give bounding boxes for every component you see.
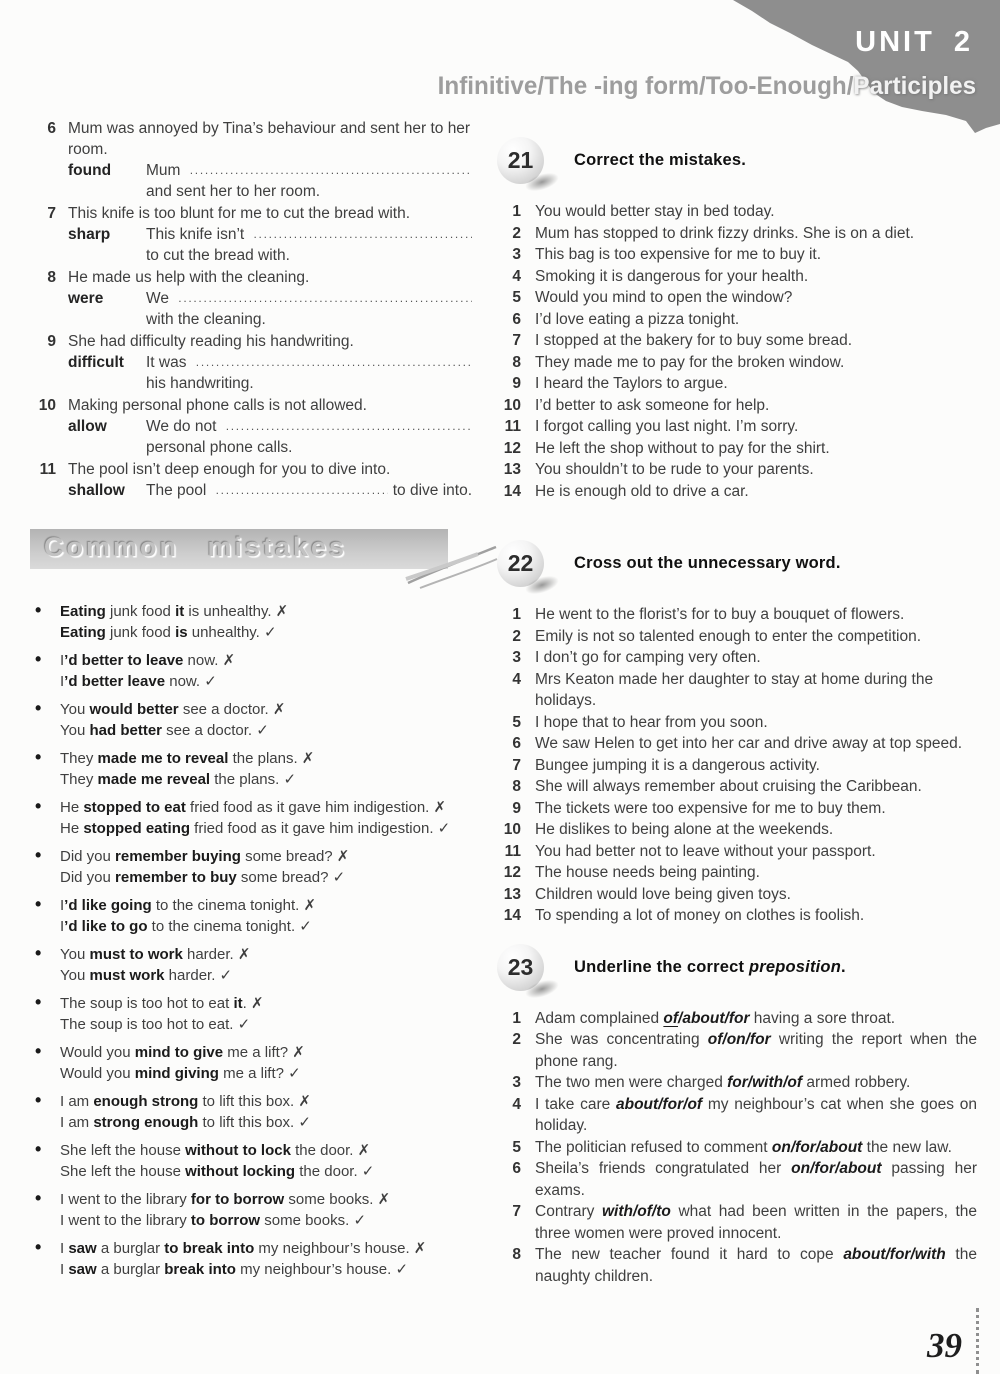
torn-paper-shape bbox=[733, 0, 1000, 133]
item-number: 12 bbox=[503, 439, 521, 457]
page-title-on-banner: Participles bbox=[853, 72, 976, 100]
emphasis-text: with/of/to bbox=[602, 1203, 671, 1220]
wrong-sentence: • They made me to reveal the plans. ✗ bbox=[60, 750, 315, 767]
item-number: 4 bbox=[512, 267, 521, 285]
exercise-item bbox=[497, 330, 977, 352]
dotted-divider bbox=[976, 1308, 979, 1374]
exercise-item bbox=[497, 1072, 977, 1094]
exercise-section-21 bbox=[497, 137, 977, 502]
item-number: 5 bbox=[512, 289, 521, 306]
correct-sentence: He stopped eating fried food as it gave him indigestion. ✓ bbox=[60, 819, 451, 837]
exercise-number-badge bbox=[497, 540, 544, 587]
emphasis-text: mind giving bbox=[134, 1064, 219, 1082]
exercise-item bbox=[497, 647, 977, 669]
exercise-item bbox=[497, 1201, 977, 1244]
wrong-sentence: • She left the house without to lock the door. ✗ bbox=[60, 1142, 371, 1159]
exercise-section-22 bbox=[497, 540, 977, 927]
transformation-item bbox=[30, 203, 472, 266]
item-text: The tickets were too expensive for me to buy them. bbox=[535, 799, 886, 817]
wrong-sentence: • I saw a burglar to break into my neighbour’s house. ✗ bbox=[60, 1240, 427, 1257]
item-number: 10 bbox=[38, 397, 56, 414]
correct-sentence: Would you mind giving me a lift? ✓ bbox=[60, 1064, 301, 1082]
emphasis-text: to borrow bbox=[190, 1211, 261, 1229]
exercise-header bbox=[497, 137, 977, 184]
item-number: 9 bbox=[512, 799, 521, 817]
item-text: She was concentrating of/on/for writing the report when the phone rang. bbox=[535, 1031, 978, 1070]
keyword: found bbox=[68, 162, 112, 179]
answer-stem: The pool bbox=[146, 482, 211, 499]
correct-sentence: I’d better leave now. ✓ bbox=[60, 672, 217, 690]
exercise-item bbox=[497, 1244, 977, 1287]
transformation-item bbox=[30, 267, 472, 330]
exercise-title: Correct the mistakes. bbox=[574, 151, 747, 169]
wrong-sentence: • He stopped to eat fried food as it gave him indigestion. ✗ bbox=[60, 799, 447, 816]
dotted-answer-line bbox=[185, 160, 472, 181]
item-number: 8 bbox=[512, 353, 521, 371]
emphasis-text: /about/for bbox=[678, 1009, 750, 1027]
correct-sentence: I’d like to go to the cinema tonight. ✓ bbox=[60, 917, 312, 935]
answer-tail: with the cleaning. bbox=[146, 311, 266, 328]
keyword: shallow bbox=[68, 482, 125, 499]
exercise-item bbox=[497, 373, 977, 395]
emphasis-text: Eating bbox=[60, 603, 106, 620]
exercise-header bbox=[497, 540, 977, 587]
exercise-section-23 bbox=[497, 944, 977, 1288]
item-number: 14 bbox=[503, 482, 521, 500]
item-number: 8 bbox=[512, 1246, 521, 1263]
item-text: I’d love eating a pizza tonight. bbox=[535, 310, 740, 328]
exercise-item bbox=[497, 244, 977, 266]
item-text: You would better stay in bed today. bbox=[535, 203, 775, 220]
item-number: 11 bbox=[504, 842, 521, 860]
exercise-item bbox=[497, 819, 977, 841]
emphasis-text: without to lock bbox=[185, 1142, 291, 1159]
item-text: Would you mind to open the window? bbox=[535, 289, 793, 306]
item-number: 3 bbox=[512, 1074, 521, 1091]
page-title-main: Infinitive/The -ing form/Too-Enough/ bbox=[437, 72, 854, 100]
common-mistakes-banner bbox=[30, 529, 448, 569]
exercise-item bbox=[497, 905, 977, 927]
exercise-item bbox=[497, 481, 977, 503]
item-number: 5 bbox=[512, 713, 521, 731]
mistake-pair bbox=[30, 945, 472, 986]
exercise-number-badge bbox=[497, 944, 544, 991]
exercise-item bbox=[497, 733, 977, 755]
keyword-row bbox=[68, 288, 472, 309]
emphasis-text: saw bbox=[68, 1240, 97, 1257]
source-sentence: She had difficulty reading his handwriting. bbox=[68, 333, 354, 350]
keyword-row bbox=[68, 160, 472, 181]
item-text: I heard the Taylors to argue. bbox=[535, 375, 728, 392]
emphasis-text: to break into bbox=[164, 1240, 255, 1257]
item-number: 13 bbox=[503, 885, 521, 903]
exercise-number-badge bbox=[497, 137, 544, 184]
emphasis-text: about/for/of bbox=[616, 1095, 703, 1113]
wrong-sentence: • I’d like going to the cinema tonight. ✗ bbox=[60, 897, 317, 914]
item-number: 10 bbox=[503, 396, 521, 414]
keyword-row bbox=[68, 480, 472, 501]
emphasis-text: on/for/about bbox=[771, 1138, 863, 1156]
exercise-item bbox=[497, 438, 977, 460]
exercise-item-list bbox=[497, 201, 977, 502]
emphasis-text: preposition bbox=[748, 957, 841, 976]
transformation-list bbox=[30, 118, 472, 501]
wrong-sentence: • The soup is too hot to eat it. ✗ bbox=[60, 995, 264, 1012]
exercise-number: 21 bbox=[507, 147, 534, 173]
item-text: He dislikes to being alone at the weekends. bbox=[535, 821, 834, 838]
item-text: Contrary with/of/to what had been written in the papers, the three women were proved innocent. bbox=[535, 1203, 977, 1242]
source-sentence: Making personal phone calls is not allowed. bbox=[68, 397, 367, 414]
mistake-pair bbox=[30, 700, 472, 741]
correct-sentence: You had better see a doctor. ✓ bbox=[60, 721, 269, 739]
mistake-pair bbox=[30, 749, 472, 790]
exercise-item bbox=[497, 862, 977, 884]
mistake-pair bbox=[30, 1190, 472, 1231]
exercise-item bbox=[497, 395, 977, 417]
exercise-number: 23 bbox=[507, 953, 534, 980]
emphasis-text: remember to buy bbox=[115, 868, 237, 886]
emphasis-text: would better bbox=[89, 701, 179, 718]
emphasis-text: must work bbox=[89, 966, 165, 984]
item-text: They made me to pay for the broken window. bbox=[535, 353, 845, 371]
answer-stem: We bbox=[146, 290, 174, 307]
exercise-item bbox=[497, 1029, 977, 1072]
exercise-item bbox=[497, 416, 977, 438]
item-number: 8 bbox=[512, 778, 521, 795]
exercise-item bbox=[497, 459, 977, 481]
item-number: 1 bbox=[512, 203, 521, 220]
emphasis-text: it bbox=[233, 995, 243, 1012]
exercise-item bbox=[497, 266, 977, 288]
emphasis-text: for/with/of bbox=[727, 1074, 803, 1091]
emphasis-text: without locking bbox=[185, 1162, 296, 1180]
mistake-pair bbox=[30, 651, 472, 692]
source-sentence: The pool isn’t deep enough for you to dive into. bbox=[68, 461, 391, 478]
item-number: 11 bbox=[39, 461, 56, 478]
exercise-item bbox=[497, 201, 977, 223]
dotted-answer-line bbox=[173, 288, 472, 309]
item-text: I don’t go for camping very often. bbox=[535, 649, 761, 666]
exercise-item bbox=[497, 1137, 977, 1159]
pencil-strokes-decoration bbox=[404, 541, 500, 591]
item-number: 6 bbox=[47, 120, 56, 137]
mistake-pair bbox=[30, 1043, 472, 1084]
exercise-item-list bbox=[497, 604, 977, 927]
item-text: He went to the florist’s for to buy a bouquet of flowers. bbox=[535, 606, 905, 623]
item-text: He is enough old to drive a car. bbox=[535, 482, 749, 500]
emphasis-text: made me reveal bbox=[97, 770, 211, 788]
item-text: Emily is not so talented enough to enter the competition. bbox=[535, 627, 922, 645]
exercise-item bbox=[497, 352, 977, 374]
answer-tail: his handwriting. bbox=[146, 375, 254, 392]
exercise-item bbox=[497, 1008, 977, 1030]
correct-sentence: She left the house without locking the door. ✓ bbox=[60, 1162, 375, 1180]
common-mistakes-title: Common mistakes bbox=[44, 532, 348, 562]
mistake-pair bbox=[30, 847, 472, 888]
mistake-pair bbox=[30, 1141, 472, 1182]
item-text: I take care about/for/of my neighbour’s cat when she goes on holiday. bbox=[535, 1095, 977, 1134]
item-text: She will always remember about cruising the Caribbean. bbox=[535, 778, 922, 795]
dotted-answer-line bbox=[191, 352, 472, 373]
answer-tail: to dive into. bbox=[388, 482, 472, 499]
emphasis-text: made me to reveal bbox=[97, 750, 229, 767]
mistake-pair bbox=[30, 798, 472, 839]
wrong-sentence: • Would you mind to give me a lift? ✗ bbox=[60, 1044, 305, 1061]
emphasis-text: saw bbox=[68, 1260, 97, 1278]
emphasis-text: ’d like to go bbox=[64, 917, 148, 935]
answer-stem: We do not bbox=[146, 418, 221, 435]
transformation-item bbox=[30, 459, 472, 501]
exercise-item bbox=[497, 309, 977, 331]
exercise-item bbox=[497, 626, 977, 648]
keyword-row bbox=[68, 416, 472, 437]
item-number: 4 bbox=[512, 670, 521, 688]
exercise-item bbox=[497, 776, 977, 798]
mistake-pair bbox=[30, 896, 472, 937]
emphasis-text: it bbox=[175, 603, 185, 620]
emphasis-text: remember buying bbox=[115, 848, 241, 865]
emphasis-text: Eating bbox=[60, 623, 106, 641]
item-text: The new teacher found it hard to cope about/for/with the naughty children. bbox=[535, 1246, 977, 1285]
exercise-item bbox=[497, 223, 977, 245]
item-number: 2 bbox=[512, 627, 521, 645]
item-number: 6 bbox=[512, 310, 521, 328]
wrong-sentence: • Did you remember buying some bread? ✗ bbox=[60, 848, 350, 865]
item-text: Mum has stopped to drink fizzy drinks. She is on a diet. bbox=[535, 224, 915, 242]
correct-sentence: Eating junk food is unhealthy. ✓ bbox=[60, 623, 277, 641]
item-number: 6 bbox=[512, 1160, 521, 1177]
wrong-sentence: • You must to work harder. ✗ bbox=[60, 946, 251, 963]
correct-sentence: I saw a burglar break into my neighbour’s house. ✓ bbox=[60, 1260, 409, 1278]
wrong-sentence: • You would better see a doctor. ✗ bbox=[60, 701, 286, 718]
emphasis-text: ’d better leave bbox=[64, 672, 166, 690]
right-column bbox=[497, 137, 977, 1287]
emphasis-text: is bbox=[175, 623, 188, 641]
item-number: 13 bbox=[503, 461, 521, 478]
item-number: 12 bbox=[503, 864, 521, 881]
item-number: 1 bbox=[512, 606, 521, 623]
item-number: 9 bbox=[47, 333, 56, 350]
item-number: 2 bbox=[512, 224, 521, 242]
wrong-sentence: • I went to the library for to borrow some books. ✗ bbox=[60, 1191, 391, 1208]
emphasis-text: of/on/for bbox=[707, 1031, 771, 1048]
item-text: To spending a lot of money on clothes is foolish. bbox=[535, 907, 865, 924]
exercise-item bbox=[497, 798, 977, 820]
item-text: I stopped at the bakery for to buy some bread. bbox=[535, 332, 853, 349]
item-number: 7 bbox=[512, 332, 521, 349]
dotted-answer-line bbox=[221, 416, 472, 437]
unit-label: UNIT 2 bbox=[855, 26, 973, 58]
exercise-title: Cross out the unnecessary word. bbox=[574, 554, 841, 572]
item-number: 1 bbox=[512, 1009, 521, 1027]
item-text: Smoking it is dangerous for your health. bbox=[535, 267, 809, 285]
correct-sentence: The soup is too hot to eat. ✓ bbox=[60, 1015, 251, 1033]
exercise-item bbox=[497, 604, 977, 626]
wrong-sentence: • I am enough strong to lift this box. ✗ bbox=[60, 1093, 311, 1110]
item-number: 7 bbox=[512, 1203, 521, 1220]
keyword-row bbox=[68, 224, 472, 245]
answer-stem: Mum bbox=[146, 162, 185, 179]
item-text: You had better not to leave without your passport. bbox=[535, 842, 876, 860]
item-number: 6 bbox=[512, 735, 521, 752]
emphasis-text: must to work bbox=[89, 946, 183, 963]
emphasis-text: break into bbox=[164, 1260, 236, 1278]
keyword: difficult bbox=[68, 354, 124, 371]
correct-sentence: Did you remember to buy some bread? ✓ bbox=[60, 868, 346, 886]
wrong-sentence: • I’d better to leave now. ✗ bbox=[60, 652, 236, 669]
mistake-pair bbox=[30, 1092, 472, 1133]
source-sentence: He made us help with the cleaning. bbox=[68, 269, 310, 286]
page-title bbox=[438, 72, 976, 101]
exercise-item bbox=[497, 755, 977, 777]
item-number: 9 bbox=[512, 375, 521, 392]
emphasis-text: stopped to eat bbox=[83, 799, 186, 816]
answer-tail: to cut the bread with. bbox=[146, 247, 290, 264]
emphasis-text: stopped eating bbox=[83, 819, 191, 837]
item-number: 8 bbox=[47, 269, 56, 286]
item-number: 5 bbox=[512, 1138, 521, 1156]
keyword-row bbox=[68, 352, 472, 373]
emphasis-text: ’d better to leave bbox=[64, 652, 184, 669]
emphasis-text: for to borrow bbox=[190, 1191, 285, 1208]
exercise-header bbox=[497, 944, 977, 991]
item-text: He left the shop without to pay for the shirt. bbox=[535, 439, 830, 457]
exercise-item bbox=[497, 1094, 977, 1137]
item-text: We saw Helen to get into her car and drive away at top speed. bbox=[535, 735, 963, 752]
item-text: The two men were charged for/with/of armed robbery. bbox=[535, 1074, 911, 1091]
correct-sentence: I am strong enough to lift this box. ✓ bbox=[60, 1113, 311, 1131]
transformation-item bbox=[30, 118, 472, 202]
emphasis-text: ’d like going bbox=[64, 897, 152, 914]
answer-tail: and sent her to her room. bbox=[146, 183, 321, 200]
emphasis-text: of bbox=[663, 1009, 679, 1027]
transformation-item bbox=[30, 331, 472, 394]
item-number: 3 bbox=[512, 649, 521, 666]
exercise-number: 22 bbox=[507, 550, 534, 576]
mistake-pair bbox=[30, 602, 472, 643]
common-mistakes-list bbox=[30, 602, 472, 1280]
exercise-item-list bbox=[497, 1008, 977, 1288]
emphasis-text: on/for/about bbox=[791, 1160, 882, 1177]
emphasis-text: mind to give bbox=[134, 1044, 224, 1061]
item-text: Children would love being given toys. bbox=[535, 885, 791, 903]
exercise-item bbox=[497, 884, 977, 906]
left-column bbox=[30, 118, 472, 1288]
source-sentence: This knife is too blunt for me to cut the bread with. bbox=[68, 205, 411, 222]
transformation-item bbox=[30, 395, 472, 458]
answer-stem: It was bbox=[146, 354, 191, 371]
dotted-answer-line bbox=[249, 224, 472, 245]
exercise-item bbox=[497, 1158, 977, 1201]
item-text: I hope that to hear from you soon. bbox=[535, 713, 768, 731]
wrong-sentence: • Eating junk food it is unhealthy. ✗ bbox=[60, 603, 289, 620]
item-text: You shouldn’t to be rude to your parents. bbox=[535, 461, 814, 478]
item-text: This bag is too expensive for me to buy it. bbox=[535, 246, 822, 263]
item-number: 2 bbox=[512, 1031, 521, 1048]
keyword: were bbox=[68, 290, 104, 307]
mistake-pair bbox=[30, 994, 472, 1035]
exercise-item bbox=[497, 841, 977, 863]
item-number: 3 bbox=[512, 246, 521, 263]
exercise-item bbox=[497, 712, 977, 734]
exercise-title: Underline the correct preposition. bbox=[574, 957, 846, 976]
item-number: 14 bbox=[503, 907, 521, 924]
item-text: Sheila’s friends congratulated her on/for/about passing her exams. bbox=[535, 1160, 977, 1199]
answer-stem: This knife isn’t bbox=[146, 226, 249, 243]
answer-tail: personal phone calls. bbox=[146, 439, 293, 456]
item-number: 10 bbox=[503, 821, 521, 838]
item-text: Adam complained of/about/for having a sore throat. bbox=[535, 1009, 896, 1027]
emphasis-text: enough strong bbox=[93, 1093, 199, 1110]
item-text: I’d better to ask someone for help. bbox=[535, 396, 770, 414]
item-number: 11 bbox=[504, 418, 521, 435]
exercise-item bbox=[497, 669, 977, 712]
source-sentence: Mum was annoyed by Tina’s behaviour and sent her to her room. bbox=[68, 120, 471, 158]
page-number: 39 bbox=[927, 1326, 962, 1365]
keyword: allow bbox=[68, 418, 107, 435]
keyword: sharp bbox=[68, 226, 111, 243]
item-number: 7 bbox=[512, 756, 521, 774]
item-text: I forgot calling you last night. I’m sorry. bbox=[535, 418, 799, 435]
mistake-pair bbox=[30, 1239, 472, 1280]
emphasis-text: strong enough bbox=[93, 1113, 199, 1131]
correct-sentence: I went to the library to borrow some books. ✓ bbox=[60, 1211, 367, 1229]
emphasis-text: had better bbox=[89, 721, 162, 739]
item-number: 7 bbox=[47, 205, 56, 222]
correct-sentence: They made me reveal the plans. ✓ bbox=[60, 770, 297, 788]
exercise-item bbox=[497, 287, 977, 309]
item-text: The house needs being painting. bbox=[535, 864, 760, 881]
item-text: Mrs Keaton made her daughter to stay at home during the holidays. bbox=[535, 670, 934, 709]
item-number: 4 bbox=[512, 1095, 521, 1113]
emphasis-text: about/for/with bbox=[843, 1246, 946, 1263]
correct-sentence: You must work harder. ✓ bbox=[60, 966, 233, 984]
item-text: The politician refused to comment on/for/about the new law. bbox=[535, 1138, 952, 1156]
dotted-answer-line bbox=[211, 480, 389, 501]
item-text: Bungee jumping it is a dangerous activity. bbox=[535, 756, 820, 774]
